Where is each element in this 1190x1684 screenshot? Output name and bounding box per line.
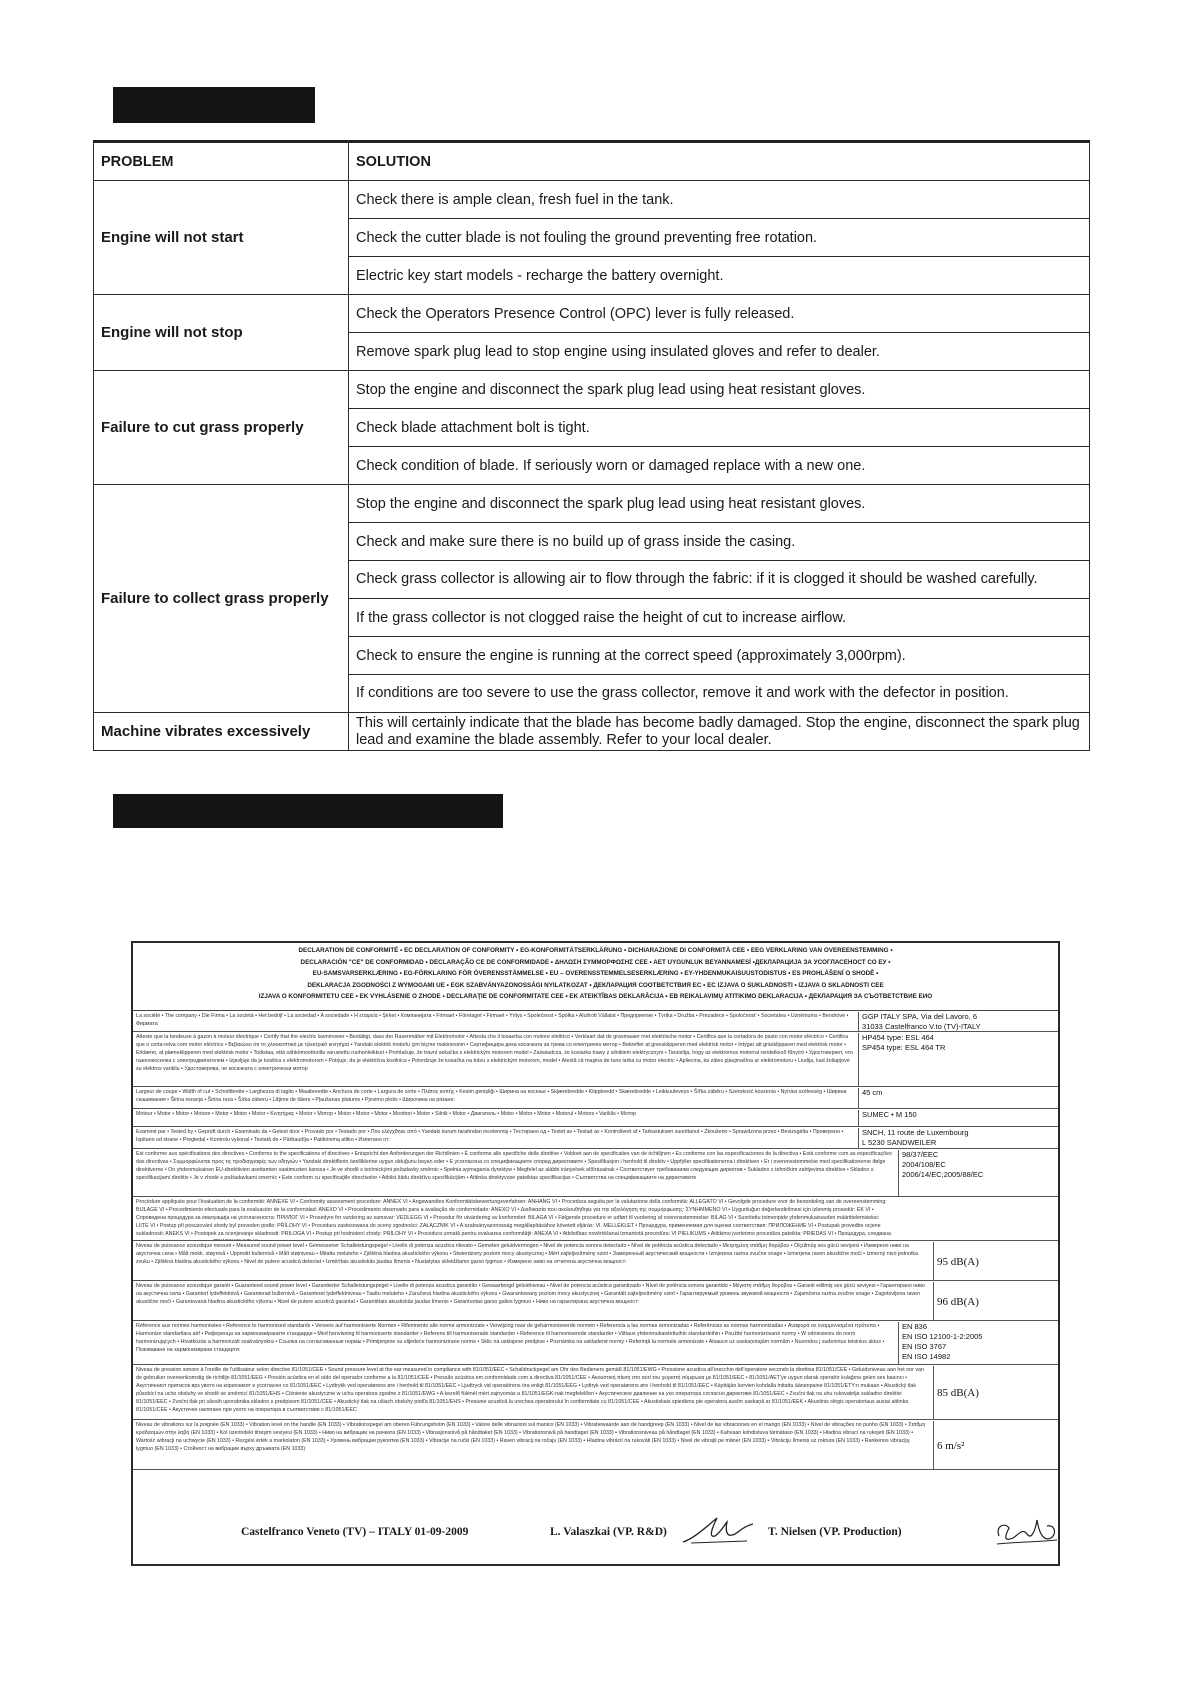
solution-cell: Stop the engine and disconnect the spark plug lead using heat resistant gloves. [349,485,1090,523]
troubleshooting-table [93,140,1090,751]
place-date: Castelfranco Veneto (TV) – ITALY 01-09-2009 [241,1526,469,1538]
declaration-value-line: 45 cm [862,1088,883,1097]
solution-cell: Remove spark plug lead to stop engine using insulated gloves and refer to dealer. [349,333,1090,371]
solution-cell: Check condition of blade. If seriously worn or damaged replace with a new one. [349,447,1090,485]
declaration-row-text: Niveau de puissance acoustique mesuré • Measured sound power level • Gemessener Schalleistungspegel • Livello di potenza acustica rilevato • Gemeten geluidvermogen • Nivel de potencia sonora detectado • Nível de potência acústica detectado • Μετρημένη στάθμη θορύβου • Ölçülmüş ses gücü seviyesi • Измерено ниво на акустична сила • Målt mekk. støynivå • Uppmätt bullernivå • Målt støjniveau • Mitattu meluteho • Zjištěná hladina akustického výkonu • Stwierdzony poziom mocy akustycznej • Mért zajteljesítmény szint • Замеренный акустический мощности • Izmjerena razina zvučne snage • Izmerjena raven akustične moči • Izmerný nivo jednotka zvuku • Zjištěná hladina akustického výkonu • Nivel de putere acustică detectat • Izmērītais akustiskās jaudas līmenis • Nustatytas skleidžiamo garso lygmuo • Измерено ниво на отчетена акустична мощност: [136,1243,919,1265]
declaration-row-text: Est conforme aux spécifications des directives • Conforms to the specifications of directives • Entspricht den Anforderungen der Richtlinien • È conforme alle specifiche delle direttive • Voldoet aan de specificaties van de richtlijnen • Es conforme con las especificaciones de la directiva • Está conforme com as especificações das directivas • Συμμορφώνεται προς τις προδιαγραφές των οδηγιών • Yandaki direktiflerin özelliklerine uygun olduğunu beyan eder • Е усогласена со спецификациите според директивите • Spesifikasjon i henhold til direktiv • Uppfyller specifikationerna i direktiven • Er i overensstemmelse med specifikationerne ifølge direktiverne • On yhdenmukainen EU-direktiivien asettamien vaatimusten kanssa • Je ve shodě s technickými požadavky směrnic • Spełnia wymagania dyrektyw • Megfelel az alábbi irányelvek előírásainak • Соответствует требованиям следующих директив • Sukladno s tehničkim zahtjevima direktive • Skladno s specifikacijami direktiv • Je v zhode s požiadavkami smerníc • Este conform cu specificaţiile directivelor • Atbilst šādu direktīvu specifikācijām • Atitinka direktyvose pateiktas specifikacijas • Съответства на спецификациите на директивите [136,1151,892,1181]
section-heading-bar-troubleshooting [113,87,315,123]
declaration-row-value [933,1242,1058,1281]
declaration-title-line: DECLARACIÓN "CE" DE CONFORMIDAD • DECLARAÇÃO CE DE CONFORMIDADE • ΔΗΛΩΣΗ ΣΥΜΜΟΡΦΩΣΗΣ CEE • AET UYGUNLUK BEYANNAMESİ •ДЕКЛАРАЦИЈА ЗА УСОГЛАСЕНОСТ СО ЕУ • [300,958,891,966]
declaration-value-line: EN 836 [902,1322,928,1331]
declaration-value-line: 2004/108/EC [902,1160,946,1169]
declaration-row [133,1197,1058,1241]
declaration-value-line: 31033 Castelfranco V.to (TV)-ITALY [862,1022,981,1031]
solution-cell: Check blade attachment bolt is tight. [349,409,1090,447]
declaration-value-line: L 5230 SANDWEILER [862,1138,937,1147]
signature-valaszkai [681,1512,755,1548]
declaration-row-text: Niveau de puissance acoustique garanti • Guaranteed sound power level • Garantierter Schalleistungspegel • Livello di potenza acustica garantito • Gewaarborgd geluidniveau • Nivel de potencia acústica garantizado • Nível de potência sonora garantido • Μέγιστη στάθμη θορύβου • Garanti edilmiş ses gücü seviyesi • Гарантирано ниво на акустична сила • Garantert lydeffektnivå • Garanterad bullernivå • Garanteret lydeffektniveau • Taattu meluteho • Zaručená hladina akustického výkonu • Gwarantowany poziom mocy akustycznej • Garantált zajteljesítmény szint • Гарантируемый уровень звуковой мощности • Zajamčena razina zvučne snage • Zagotovljena raven akustične moči • Garantovaná hladina akustického výkonu • Nivel de putere acustică garantat • Garantētais akustiskās jaudas līmenis • Garantuotas garso galios lygmuo • Ниво на гарантирана акустична мощност: [136,1283,925,1305]
declaration-value-line: 6 m/s² [937,1439,965,1452]
declaration-row-value [933,1366,1058,1420]
solution-cell: Stop the engine and disconnect the spark plug lead using heat resistant gloves. [349,371,1090,409]
table-row [94,295,1090,333]
declaration-row-value [858,1012,1058,1032]
problem-cell: Failure to collect grass properly [94,485,349,713]
declaration-value-line: SNCH, 11 route de Luxembourg [862,1128,969,1137]
declaration-row-text: Largeur de coupe • Width of cut • Schnittbreite • Larghezza di taglio • Maaibreedte • Anchura de corte • Largura de corte • Πλάτος κοπής • Kesim genişliği • Ширина на косење • Skjærebredde • Klippbredd • Skærebredde • Leikkuuleveys • Šířka záběru • Szerokość koszenia • Nyírási szélesség • Ширина скашивания • Širina rezanja • Širina reza • Šírka záberu • Lăţime de tăiere • Pļaušanas platums • Pjovimo plotis • Широчина на рязане: [136,1089,847,1103]
solution-cell: Check the Operators Presence Control (OPC) lever is fully released. [349,295,1090,333]
declaration-row-text: La société • The company • Die Firma • La società • Het bedrijf • La sociedad • A sociedade • Η εταιρεία • Şirket • Компанијата • Firmaet • Företaget • Firmaet • Yritys • Společnost • Spółka • Alulírott Vállalat • Предприятие • Tvrtka • Družba • Prezadece • Spoločnosť • Societatea • Uzņēmums • Bendrovė • Фирмата [136,1013,849,1027]
declaration-row-text: Référence aux normes harmonisées • Reference to harmonised standards • Verweis auf harmonisierte Normen • Riferimento alle norme armonizzate • Verwijzing naar de geharmoniseerde normen • Referencia a las normas armonizadas • Referências as normas harmonizadas • Αναφορά σε εναρμονισμένα πρότυπα • Harmonize standartlara atıf • Референца на хармонизираните стандарди • Med henvisning til harmoniserte standarder • Referens till harmoniserade standarder • Reference til harmoniserede standarder • Viittaus yhdenmukaistettuihin standardeihin • Použité harmonizované normy • W odniesieniu do norm harmonizujących • Hivatkozás a harmonizált szabványokra • Ссылка на согласованные нормы • Primijenjene su slijedeće harmonizirane norme • Sklic na usklajene predpise • Poznámka na uskladené normy • Referinţă la normele armonizate • Atsauce uz saskaņotajām normām • Nuorodos į suderintus teisinius aktus • Позоваване на хармонизирани стандарти: [136,1323,885,1353]
declaration-row [133,1032,1058,1087]
declaration-row-value [933,1282,1058,1321]
declaration-row-value [898,1150,1058,1197]
solution-cell: Check the cutter blade is not fouling the ground preventing free rotation. [349,219,1090,257]
declaration-row-value [933,1421,1058,1470]
declaration-value-line: 95 dB(A) [937,1255,979,1268]
declaration-row [133,1011,1058,1032]
declaration-row [133,1321,1058,1365]
table-row [94,713,1090,751]
declaration-row-text: Niveau de vibrations sur la poignée (EN 1033) • Vibration level on the handle (EN 1033) • Vibrationspegel am oberen Führungsholm (EN 1033) • Valore delle vibrazioni sul manico (EN 1033) • Vibratiewaarde aan de handgreep (EN 1033) • Nivel de las vibraciones en el mango (EN 1033) • Nível de vibrações no punho (EN 1033) • Στάθμη κραδασμών στην λαβή (EN 1033) • Kol üzerindeki titreşim seviyesi (EN 1033) • Ниво на вибрации на рачката (EN 1033) • Vibrasjonsnivå på håndtaket (EN 1033) • Vibrationsnivå på handtaget (EN 1033) • Vibrationsniveau på håndtaget (EN 1033) • Kahvaan kohdistuva tärinätaso (EN 1033) • Hladina vibrací na rukojeti (EN 1033) • Wartość wibracji na uchwycie (EN 1033) • Rezgési érték a markolaton (EN 1033) • Уровень вибрации рукоятки (EN 1033) • Vibracije na ručki (EN 1033) • Raven vibracij na ročaju (EN 1033) • Hladina vibrácií na rukoväti (EN 1033) • Nivel de vibraţii pe mâner (EN 1033) • Vibrāciju līmenis uz roktura (EN 1033) • Rankenos vibracijų lygmuo (EN 1033) • Стойност на вибрации върху дръжката (EN 1033) [136,1422,926,1452]
section-heading-bar-declaration [113,794,503,828]
declaration-row [133,1109,1058,1127]
declaration-value-line: 96 dB(A) [937,1295,979,1308]
solution-cell: Check to ensure the engine is running at the correct speed (approximately 3,000rpm). [349,637,1090,675]
table-row [94,485,1090,523]
declaration-title-line: DECLARATION DE CONFORMITÉ • EC DECLARATION OF CONFORMITY • EG-KONFORMITÄTSERKLÄRUNG • DICHIARAZIONE DI CONFORMITÀ CEE • EEG VERKLARING VAN OVEREENSTEMMING • [298,947,893,954]
declaration-value-line: 85 dB(A) [937,1387,979,1399]
declaration-row-value [858,1088,1058,1109]
solution-cell: If conditions are too severe to use the grass collector, remove it and work with the defector in position. [349,675,1090,713]
column-header-solution: SOLUTION [349,142,1090,181]
declaration-value-line: GGP ITALY SPA, Via del Lavoro, 6 [862,1012,978,1021]
problem-cell: Engine will not start [94,181,349,295]
declaration-footer [133,1502,1058,1564]
declaration-title-line: EU-SAMSVARSERKLÆRING • EG-FÖRKLARING FÖR ÖVERENSSTÄMMELSE • EU – OVERENSSTEMMELSESERKLÆRING • EY-YHDENMUKAISUUSTODISTUS • ES PROHLÁŠENÍ O SHODĚ • [312,970,879,977]
declaration-value-line: EN ISO 3767 [902,1342,947,1351]
problem-cell: Engine will not stop [94,295,349,371]
declaration-row-text: Atteste que la tondeuse à gazon à moteur électrique • Certify that the electric lawnmower • Bestätigt, dass der Rasenmäher mit Elektromotor • Attesta che il tosaerba con motore elettrico • Verklaart dat de grasmaaier met elektrische motor • Certifica que la cortadora de pasto con motor eléctrico • Certifica que o corta-relva com motor eléctrico • Βεβαιώνει ότι το χλοοκοπτικό με ηλεκτρικό κινητήρα • Yandaki elektrik motorlu çim biçme makinesinin • Сертифицира дека косачката за трева со електричен мотор • Bekrefter at gressklipperen med elektrisk motor • Intygar att gräsklipparen med elektrisk motor • Erklærer, at plæneklipperen med elektrisk motor • Todistaa, että sähkömoottorilla varustettu ruohonleikkuri • Prohlašuje, že travní sekačka s elektrickým motorem model • Zaświadcza, że kosiarka trawy z silnikiem elektrycznym • Tanúsítja, hogy az elektromos motorral rendelkező fűnyíró • Удостоверяет, что газонокосилка с электродвигателем • Izjavljuje da je kosilica s elektromotorom • Potrjuje, da je električna kosilnica • Potvrdzuje že kosačka na trávu s elektrickým motorom, model • Atestă că maşina de tuns iarba cu motor electric • Apliecina, ka zāles pļaujmašīna ar elektromotoru • Liudija, kad žoliapjovė su elektros varikliu • Удостоверява, че косачката с електрически мотор [136,1034,853,1072]
signature-nielsen [993,1512,1059,1550]
table-row [94,181,1090,219]
solution-cell: Check and make sure there is no build up of grass inside the casing. [349,523,1090,561]
declaration-row-value [898,1322,1058,1365]
declaration-row-value [858,1033,1058,1087]
declaration-of-conformity [131,941,1060,1566]
declaration-value-line: HP454 type: ESL 464 [862,1033,934,1042]
signer-rnd: L. Valaszkai (VP. R&D) [550,1526,667,1538]
declaration-row-text: Examiné par • Tested by • Geprüft durch • Esaminato da • Getest door • Provado por • Testado por • Που ελέγχθηκε από • Yandaki kurum tarafından incelenmiş • Тестирано од • Testet av • Testad av • Kontrolleret af • Tarkastuksen suorittanut • Zkoušeno • Sprawdzona przez • Bevizsgálta • Проверено • Ispitano od strane • Pregledal • Kontrolu vykonal • Testată de • Pārbaudīja • Patikrinimą atliko • Изпитано от: [136,1129,844,1143]
signer-production: T. Nielsen (VP. Production) [768,1526,902,1538]
declaration-value-line: SUMEC • M 150 [862,1110,917,1119]
declaration-value-line: 2006/14/EC;2005/88/EC [902,1170,984,1179]
solution-cell: If the grass collector is not clogged raise the height of cut to increase airflow. [349,599,1090,637]
declaration-value-line: EN ISO 14982 [902,1352,951,1361]
declaration-title-line: DEKLARACJA ZGODNOŚCI Z WYMOGAMI UE • EGK SZABVÁNYAZONOSSÁGI NYILATKOZAT • ДЕКЛАРАЦИЯ СООТВЕТСТВИЯ ЕС • EC IZJAVA O SUKLADNOSTI • IZJAVA O SKLADNOSTI CEE [307,981,884,989]
declaration-row [133,1420,1058,1470]
declaration-value-line: EN ISO 12100-1-2:2005 [902,1332,983,1341]
declaration-row [133,1281,1058,1321]
declaration-value-line: SP454 type: ESL 464 TR [862,1043,946,1052]
declaration-row-text: Niveau de pression sonore à l'oreille de l'utilisateur selon directive 81/1051/CEE • Sound pressure level at the ear measured in compliance with 81/1051/EEC • Schalldruckpegel am Ohr des Bedieners gemäß 81/1051/EWG • Pressione acustica all'orecchio dell'operatore secondo la direttiva 81/1051/CEE • Geluidsniveau aan het oor van de gebruiker overeenkomstig de richtlijn 81/1051/EEG • Presión acústica en el oído del operador conforme a la 81/1051/CEE • Pressão acústica em conformidade com a directiva 81/1051/CEE • Ακουστική πίεση στο αυτί του χειριστή σύμφωνα με 81/1051/EEC • 81/1051/AET'ye uygun olarak operatör kulağına gelen ses basıncı • Акустичниот притисок врз увото на корисникот е усогласен со 81/1051/EEC • Lydtrykk ved operatørens øre i henhold til 81/1051/EEC • Ljudtryck vid operatörens öra enligt 81/1051/EEG • Lydtryk ved operatørens øre i henhold til 81/1051/EEC • Käyttäjän korvien kohdalla mitattu äänenpaine 81/1051/ETY:n mukaan • Akustický tlak působící na ucho obsluhy ve shodě se směrnicí 81/1051/EHS • Ciśnienie akustyczne w uchu operatora zgodne z 81/1051/EWG • A kezelő fülénél mért zajnyomás a 81/1051/EGK-nak megfelelően • Акустическое давление на ухо оператора согласно директиве 81/1051/EEC • Zvučni tlak na uhu rukovatelja sukladno direktivi 81/1051/EEC • Zvočni tlak pri ušesih uporabnika skladno s predpisom 81/1051/CEE • Akustický tlak na ušiach obsluhy podľa 81/1051/EHS • Presiune acustică la urechea operatorului în conformitate cu 81/1051/CEE • Akustiskais spiediens pie operatora ausīm saskaņā ar 81/1051/EEK • Akustinis slėgis operatoriaus ausiai atitinka 81/1051/CEE • Акустично налягане при ухото на оператора в съответствие с 81/1051/EEC [136,1367,924,1413]
declaration-row-value [858,1110,1058,1127]
declaration-row-text: Moteur • Motor • Motor • Motore • Motor • Motor • Motor • Κινητήρας • Motor • Мотор • Motor • Motor • Motor • Moottori • Motor • Silnik • Motor • Двигатель • Motor • Motor • Motor • Motorul • Motors • Variklis • Мотор [136,1111,637,1117]
declaration-value-line: 98/37/EEC [902,1150,939,1159]
declaration-row-text: Procédure appliquée pour l'évaluation de la conformité: ANNEXE VI • Conformity assessment procedure: ANNEX VI • Angewandtes Konformitätsbewertungsverfahren: ANHANG VI • Procedura seguita per la valutazione della conformità: ALLEGATO VI • Gevolgde procedure voor de beoordeling van de overeenstemming: BIJLAGE VI • Procedimiento efectuado para la evaluación de la conformidad: ANEXO VI • Procedimento observado para a avaliação de conformidade: ANEXO VI • Διαδικασία που ακολουθήθηκε για την αξιολόγηση της συμμόρφωσης: ΣΥΝΗΜΜΕΝΟ VI • Uygunluğun değerlendirilmesi için izlenmiş prosedür: EK VI • Спроведена процедура за евалуација на усогласеноста: ПРИЛОГ VI • Prosedyre for vurdering av samsvar: VEDLEGG VI • Procedur för utvärdering av konformitet: BILAGA VI • Følgende procedure er udført til vurdering af overensstemmelse: BILAG VI • Suoritettu toimenpide yhdenmukaisuuden määrittelemiseksi: LIITE VI • Postup při posuzování shody byl proveden podle: PŘÍLOHY VI • Procedura zastosowana do oceny zgodności: ZAŁĄCZNIK VI • A szabványazonosság megállapításához követett eljárás: VI. MELLÉKLET • Процедура, применяемая для оценки соответствия: ПРИЛОЖЕНИЕ VI • Postupak provedbe ocjene sukladnosti: ANEKS VI • Postopek za ocenjevanje skladnosti: PRILOGA VI • Postup pri hodnotení zhody: PRÍLOHY VI • Procedura urmată pentru evaluarea conformităţii: ANEXA VI • Atbilstības novērtēšanai izmantotā procedūra: VI PIELIKUMS • Atitikimo įvertinimo procedūra pateikta: PRIEDAS VI • Процедура, следвана [136,1199,891,1237]
declaration-row-value [858,1128,1058,1149]
declaration-row [133,1241,1058,1281]
solution-cell: Electric key start models - recharge the battery overnight. [349,257,1090,295]
declaration-header [133,943,1058,1011]
declaration-row [133,1149,1058,1197]
solution-cell: Check grass collector is allowing air to flow through the fabric: if it is clogged it should be washed carefully. [349,561,1090,599]
declaration-row [133,1365,1058,1420]
solution-cell: Check there is ample clean, fresh fuel in the tank. [349,181,1090,219]
problem-cell: Machine vibrates excessively [94,713,349,751]
declaration-title-line: IZJAVA O KONFORMITETU CEE • EK VYHLÁSENIE O ZHODE • DECLARAŢIE DE CONFORMITATE CEE • EK ATEIKTĪBAS DEKLARĀCIJA • EB REIKALAVIMŲ ATITIKIMO DEKLARACIJA • ДЕКЛАРАЦИЯ ЗА СЪОТВЕТСТВИЕ ЕИО [258,993,933,1000]
declaration-row [133,1087,1058,1109]
problem-cell: Failure to cut grass properly [94,371,349,485]
column-header-problem: PROBLEM [94,142,349,181]
declaration-row [133,1127,1058,1149]
solution-cell: This will certainly indicate that the blade has become badly damaged. Stop the engine, disconnect the spark plug lead and examine the blade assembly. Refer to your local dealer. [349,713,1090,751]
table-row [94,371,1090,409]
